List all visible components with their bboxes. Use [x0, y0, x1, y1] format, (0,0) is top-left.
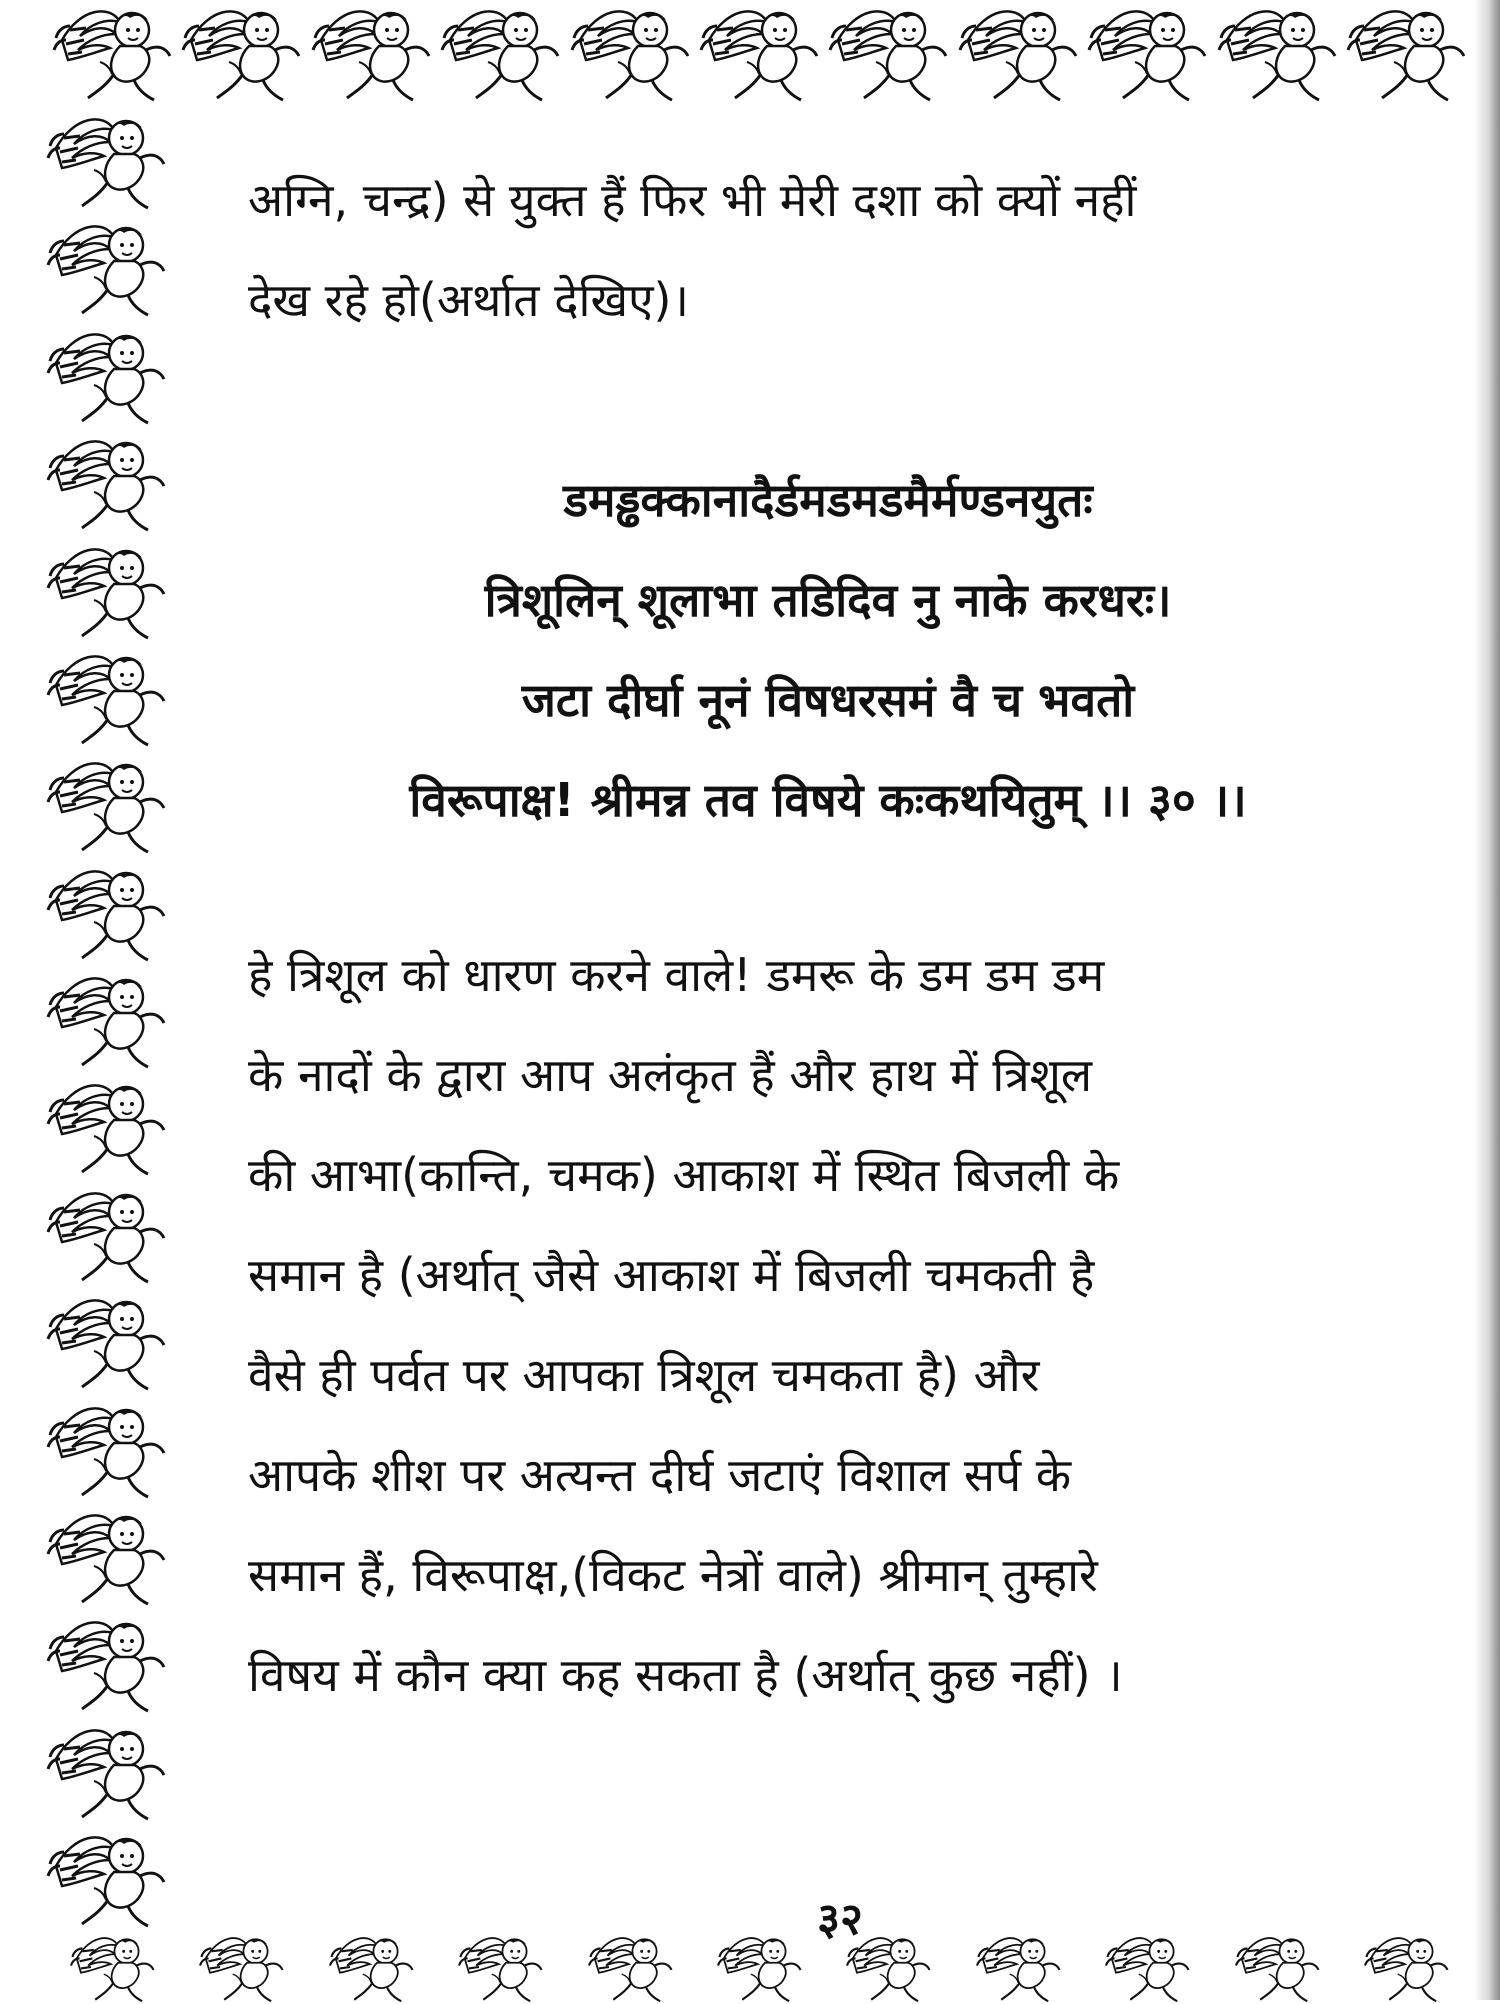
cherub-icon: [44, 108, 170, 212]
cherub-icon: [1085, 1930, 1211, 2004]
cherub-icon: [44, 1719, 170, 1823]
cherub-icon: [826, 0, 952, 104]
page-number: ३२: [817, 1894, 863, 1945]
cherub-icon: [44, 1182, 170, 1286]
cherub-icon: [50, 0, 176, 104]
top-border: [50, 0, 1470, 108]
cherub-icon: [568, 1930, 694, 2004]
cherub-icon: [44, 860, 170, 964]
cherub-icon: [44, 1611, 170, 1715]
paragraph-line: हे त्रिशूल को धारण करने वाले! डमरू के डम डम डम: [248, 948, 1105, 1002]
verse-line: त्रिशूलिन् शूलाभा तडिदिव नु नाके करधरः।: [484, 573, 1172, 627]
cherub-icon: [44, 1074, 170, 1178]
cherub-icon: [44, 1289, 170, 1393]
cherub-icon: [44, 752, 170, 856]
cherub-icon: [44, 1504, 170, 1608]
bottom-border: [50, 1930, 1470, 2000]
translation-paragraph: [248, 925, 1418, 1725]
cherub-icon: [697, 0, 823, 104]
paragraph-line: अग्नि, चन्द्र) से युक्त हैं फिर भी मेरी दशा को क्यों नहीं: [248, 173, 1137, 227]
cherub-icon: [179, 0, 305, 104]
verse-line: विरूपाक्ष! श्रीमन्न तव विषये कःकथयितुम् ।। ३० ।।: [409, 773, 1247, 827]
cherub-icon: [1085, 0, 1211, 104]
cherub-icon: [1215, 1930, 1341, 2004]
paragraph-line: देख रहे हो(अर्थात देखिए)।: [248, 273, 689, 327]
left-border: [44, 108, 184, 1930]
intro-paragraph: [248, 150, 1418, 350]
paragraph-line: के नादों के द्वारा आप अलंकृत हैं और हाथ में त्रिशूल: [248, 1048, 1093, 1102]
cherub-icon: [956, 1930, 1082, 2004]
cherub-icon: [438, 0, 564, 104]
paragraph-line: समान है (अर्थात् जैसे आकाश में बिजली चमकती है: [248, 1248, 1095, 1302]
cherub-icon: [309, 0, 435, 104]
cherub-icon: [568, 0, 694, 104]
paragraph-line: की आभा(कान्ति, चमक) आकाश में स्थित बिजली के: [248, 1148, 1120, 1202]
cherub-icon: [44, 1397, 170, 1501]
cherub-icon: [1344, 0, 1470, 104]
verse-line: जटा दीर्घा नूनं विषधरसमं वै च भवतो: [521, 673, 1135, 727]
paragraph-line: विषय में कौन क्या कह सकता है (अर्थात् कुछ नहीं) ।: [248, 1648, 1123, 1702]
cherub-icon: [1344, 1930, 1470, 2004]
verse-line: डमड्ढक्कानादैर्डमडमडमैर्मण्डनयुतः: [563, 473, 1093, 527]
cherub-icon: [44, 215, 170, 319]
cherub-icon: [956, 0, 1082, 104]
cherub-icon: [44, 430, 170, 534]
cherub-icon: [179, 1930, 305, 2004]
paragraph-line: आपके शीश पर अत्यन्त दीर्घ जटाएं विशाल सर्प के: [248, 1448, 1072, 1502]
cherub-icon: [50, 1930, 176, 2004]
paragraph-line: वैसे ही पर्वत पर आपका त्रिशूल चमकता है) और: [248, 1348, 1040, 1402]
cherub-icon: [44, 538, 170, 642]
cherub-icon: [309, 1930, 435, 2004]
cherub-icon: [44, 645, 170, 749]
cherub-icon: [44, 323, 170, 427]
paragraph-line: समान हैं, विरूपाक्ष,(विकट नेत्रों वाले) श्रीमान् तुम्हारे: [248, 1548, 1098, 1602]
cherub-icon: [44, 967, 170, 1071]
cherub-icon: [44, 1826, 170, 1930]
cherub-icon: [438, 1930, 564, 2004]
sanskrit-verse: [248, 450, 1408, 850]
page-edge-shadow: [1474, 0, 1500, 2000]
cherub-icon: [1215, 0, 1341, 104]
